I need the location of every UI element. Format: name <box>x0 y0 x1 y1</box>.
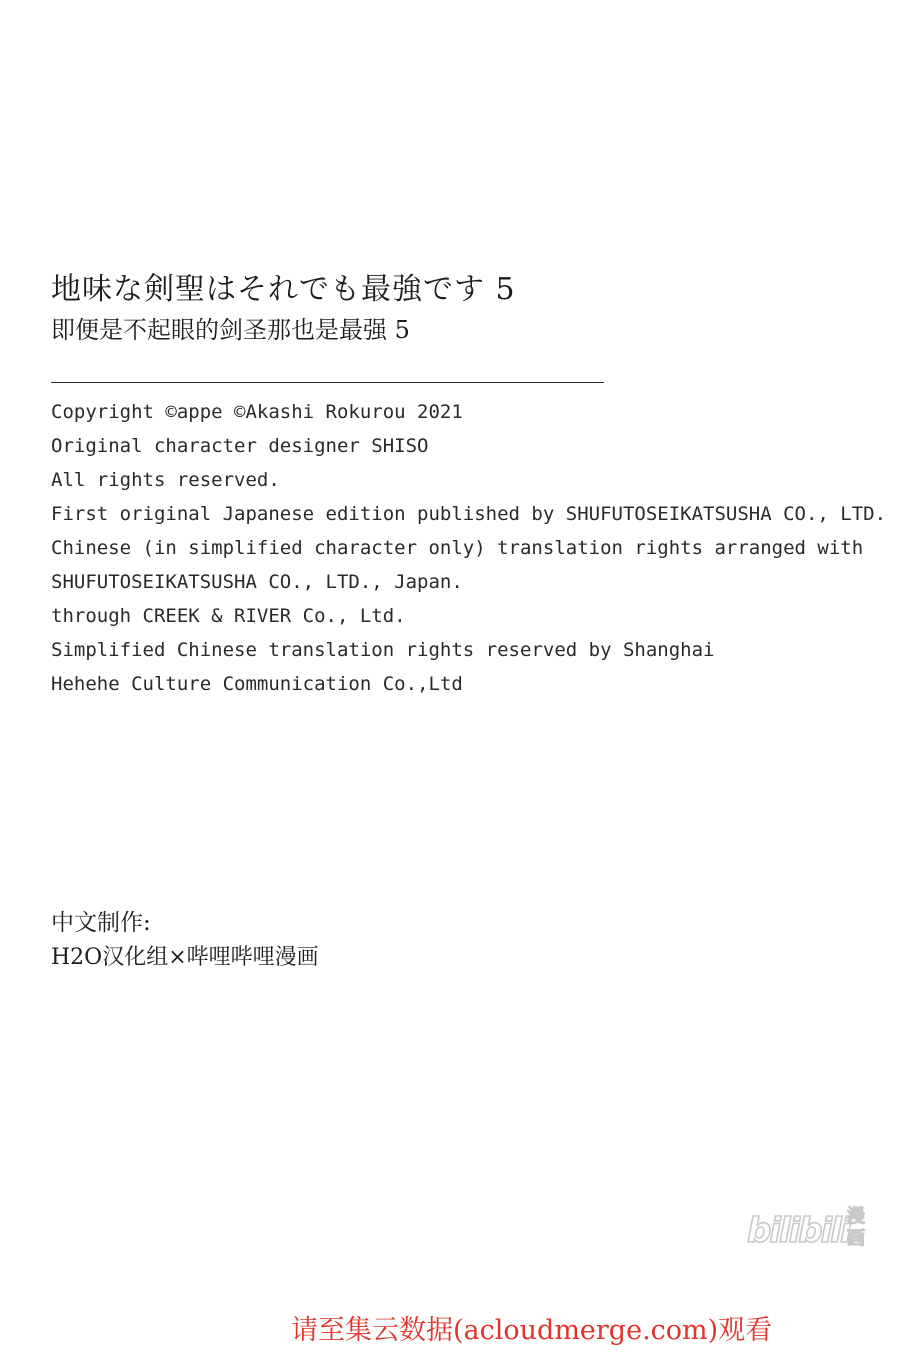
title-chinese: 即便是不起眼的剑圣那也是最强 5 <box>51 316 410 344</box>
logo-text-main: bilibili <box>747 1211 850 1251</box>
credit-line: Chinese (in simplified character only) translation rights arranged with <box>51 537 864 559</box>
credit-line: Original character designer SHISO <box>51 435 429 457</box>
credit-line: First original Japanese edition published by SHUFUTOSEIKATSUSHA CO., LTD. <box>51 503 887 525</box>
logo-text-side-2: 画 <box>847 1228 865 1249</box>
credit-line: Copyright ©appe ©Akashi Rokurou 2021 <box>51 401 463 423</box>
bilibili-manga-logo <box>745 1200 870 1252</box>
watermark-link[interactable]: 请至集云数据(acloudmerge.com)观看 <box>291 1315 773 1346</box>
credits-list <box>51 395 886 701</box>
credit-line: All rights reserved. <box>51 469 280 491</box>
credit-line: Hehehe Culture Communication Co.,Ltd <box>51 673 463 695</box>
production-label: 中文制作: <box>51 910 151 936</box>
title-japanese: 地味な剣聖はそれでも最強です 5 <box>51 272 516 307</box>
logo-text-side-1: 漫 <box>847 1206 865 1227</box>
divider-line <box>51 382 604 383</box>
credit-line: Simplified Chinese translation rights reserved by Shanghai <box>51 639 715 661</box>
production-team: H2O汉化组×哔哩哔哩漫画 <box>51 945 319 970</box>
credit-line: through CREEK & RIVER Co., Ltd. <box>51 605 406 627</box>
credit-line: SHUFUTOSEIKATSUSHA CO., LTD., Japan. <box>51 571 463 593</box>
